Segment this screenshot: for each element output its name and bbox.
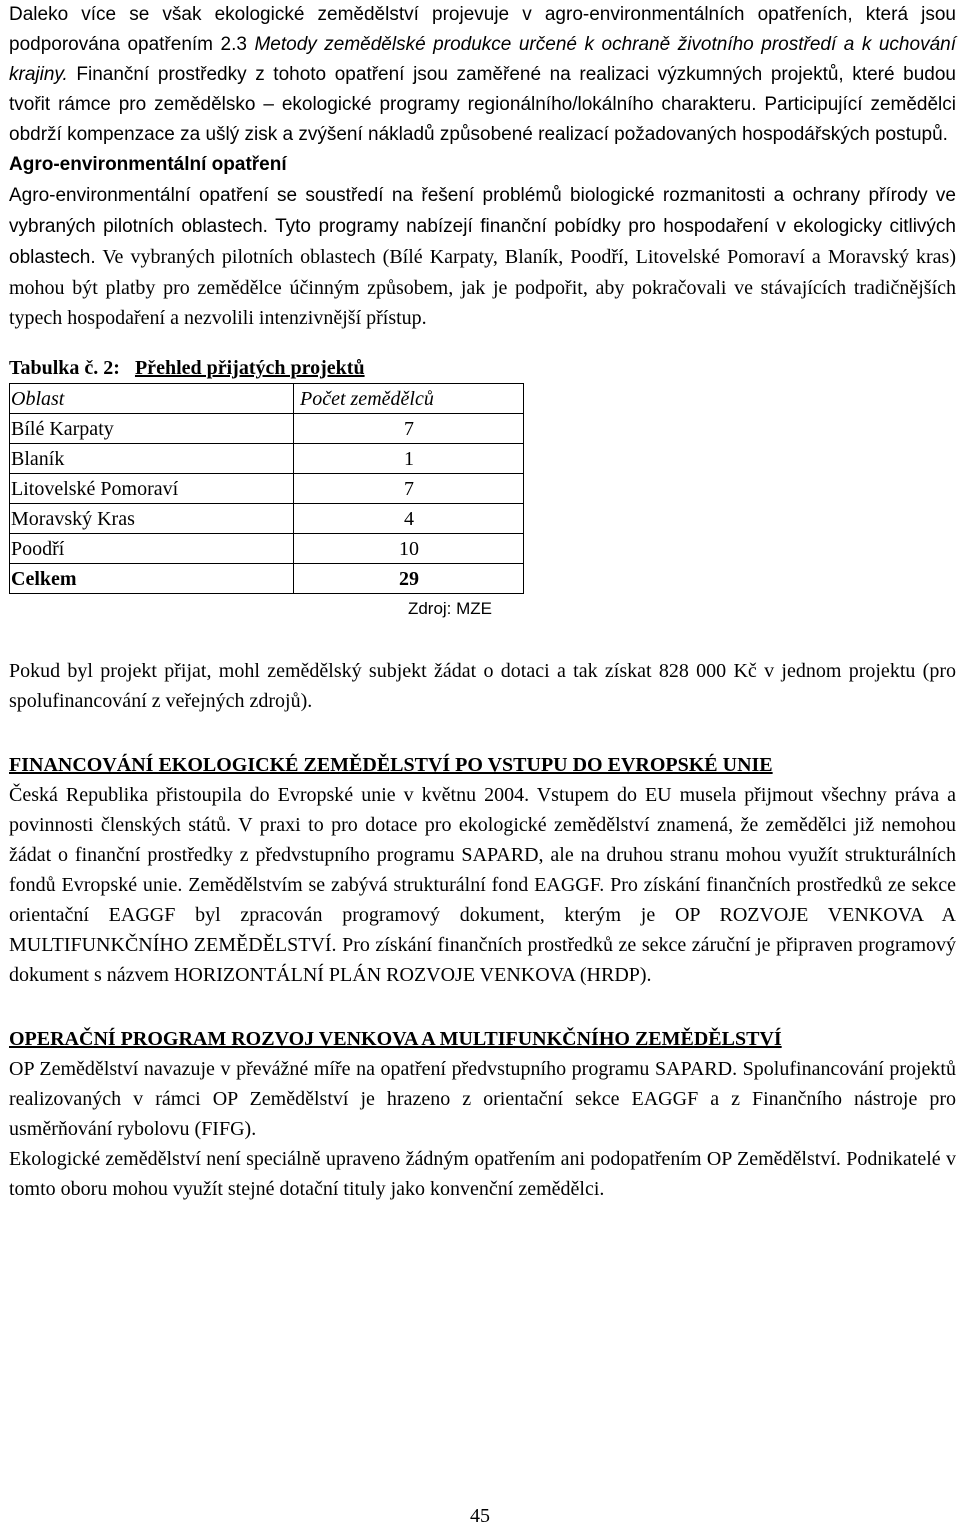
row-count: 1 — [294, 444, 524, 474]
op-heading: OPERAČNÍ PROGRAM ROZVOJ VENKOVA A MULTIFUNKČNÍHO ZEMĚDĚLSTVÍ — [9, 1028, 782, 1050]
table-label: Tabulka č. 2: — [9, 357, 120, 379]
table-row — [10, 414, 524, 444]
intro-rest: Finanční prostředky z tohoto opatření jsou zaměřené na realizaci výzkumných projektů, které budou tvořit rámce pro zemědělsko – ekologické programy regionálního/lokálního charakteru. Participující zemědělci obdrží kompenzace za ušlý zisk a zvýšení nákladů způsobené realizací požadovaných hospodářských postupů. — [9, 64, 956, 145]
subsidy-paragraph: Pokud byl projekt přijat, mohl zemědělský subjekt žádat o dotaci a tak získat 828 000 Kč v jednom projektu (pro spolufinancování z veřejných zdrojů). — [9, 660, 956, 712]
agro-section-title: Agro-environmentální opatření — [9, 154, 287, 175]
op-paragraph-2: Ekologické zemědělství není speciálně upraveno žádným opatřením ani podopatřením OP Zemědělství. Podnikatelé v tomto oboru mohou využít stejné dotační tituly jako konvenční zemědělci. — [9, 1148, 956, 1200]
financing-heading: FINANCOVÁNÍ EKOLOGICKÉ ZEMĚDĚLSTVÍ PO VSTUPU DO EVROPSKÉ UNIE — [9, 754, 773, 776]
table-total-row — [10, 564, 524, 594]
table-row — [10, 474, 524, 504]
row-region: Litovelské Pomoraví — [10, 474, 294, 504]
table-row — [10, 534, 524, 564]
intro-lead: Daleko více se však ekologické zemědělství projevuje v agro-environmentálních opatřeních, která jsou podporována opatřením 2.3 — [9, 4, 956, 55]
page-number: 45 — [470, 1505, 490, 1527]
row-region: Blaník — [10, 444, 294, 474]
agro-section-paragraph — [9, 180, 956, 333]
row-region: Poodří — [10, 534, 294, 564]
table-source: Zdroj: MZE — [407, 599, 492, 618]
table-header-row — [10, 384, 524, 414]
agro-text-sans: Agro-environmentální opatření se soustředí na řešení problémů biologické rozmanitosti a ochrany přírody ve vybraných pilotních oblastech. Tyto programy nabízejí finanční pobídky pro hospodaření v ekologicky citlivých oblastech. — [9, 185, 956, 268]
row-count: 4 — [294, 504, 524, 534]
document-page — [9, 0, 956, 1204]
op-paragraph-1: OP Zemědělství navazuje v převážné míře na opatření předvstupního programu SAPARD. Spolufinancování projektů realizovaných v rámci OP Zemědělství je hrazeno z orientační sekce EAGGF a z Finančního nástroje pro usměrňování rybolovu (FIFG). — [9, 1058, 956, 1140]
agro-text-serif: Ve vybraných pilotních oblastech (Bílé Karpaty, Blaník, Poodří, Litovelské Pomoraví a Moravský kras) mohou být platby pro zemědělce účinným způsobem, jak je podpořit, aby pokračovali ve stávajících tradičnějších typech hospodaření a nezvolili intenzivnější přístup. — [9, 246, 956, 329]
total-label: Celkem — [10, 564, 294, 594]
table-row — [10, 444, 524, 474]
row-count: 10 — [294, 534, 524, 564]
row-region: Bílé Karpaty — [10, 414, 294, 444]
row-count: 7 — [294, 474, 524, 504]
intro-paragraph — [9, 0, 956, 150]
intro-measure-title: Metody zemědělské produkce určené k ochraně životního prostředí a k uchování krajiny. — [9, 34, 956, 85]
row-count: 7 — [294, 414, 524, 444]
total-count: 29 — [294, 564, 524, 594]
table-caption: Přehled přijatých projektů — [134, 357, 365, 379]
financing-paragraph: Česká Republika přistoupila do Evropské unie v květnu 2004. Vstupem do EU musela přijmout všechny práva a povinnosti členských států. V praxi to pro dotace pro ekologické zemědělství znamená, že zemědělci již nemohou žádat o finanční prostředky z předvstupního programu SAPARD, ale na druhou stranu mohou využít strukturálních fondů Evropské unie. Zemědělstvím se zabývá strukturální fond EAGGF. Pro získání finančních prostředků ze sekce orientační EAGGF byl zpracován programový dokument, kterým je OP ROZVOJE VENKOVA A MULTIFUNKČNÍHO ZEMĚDĚLSTVÍ. Pro získání finančních prostředků ze sekce záruční je připraven programový dokument s názvem HORIZONTÁLNÍ PLÁN ROZVOJE VENKOVA (HRDP). — [9, 784, 956, 986]
header-region: Oblast — [10, 384, 294, 414]
projects-table — [9, 383, 524, 594]
table-title — [9, 353, 956, 383]
table-row — [10, 504, 524, 534]
header-farmers: Počet zemědělců — [294, 384, 524, 414]
row-region: Moravský Kras — [10, 504, 294, 534]
